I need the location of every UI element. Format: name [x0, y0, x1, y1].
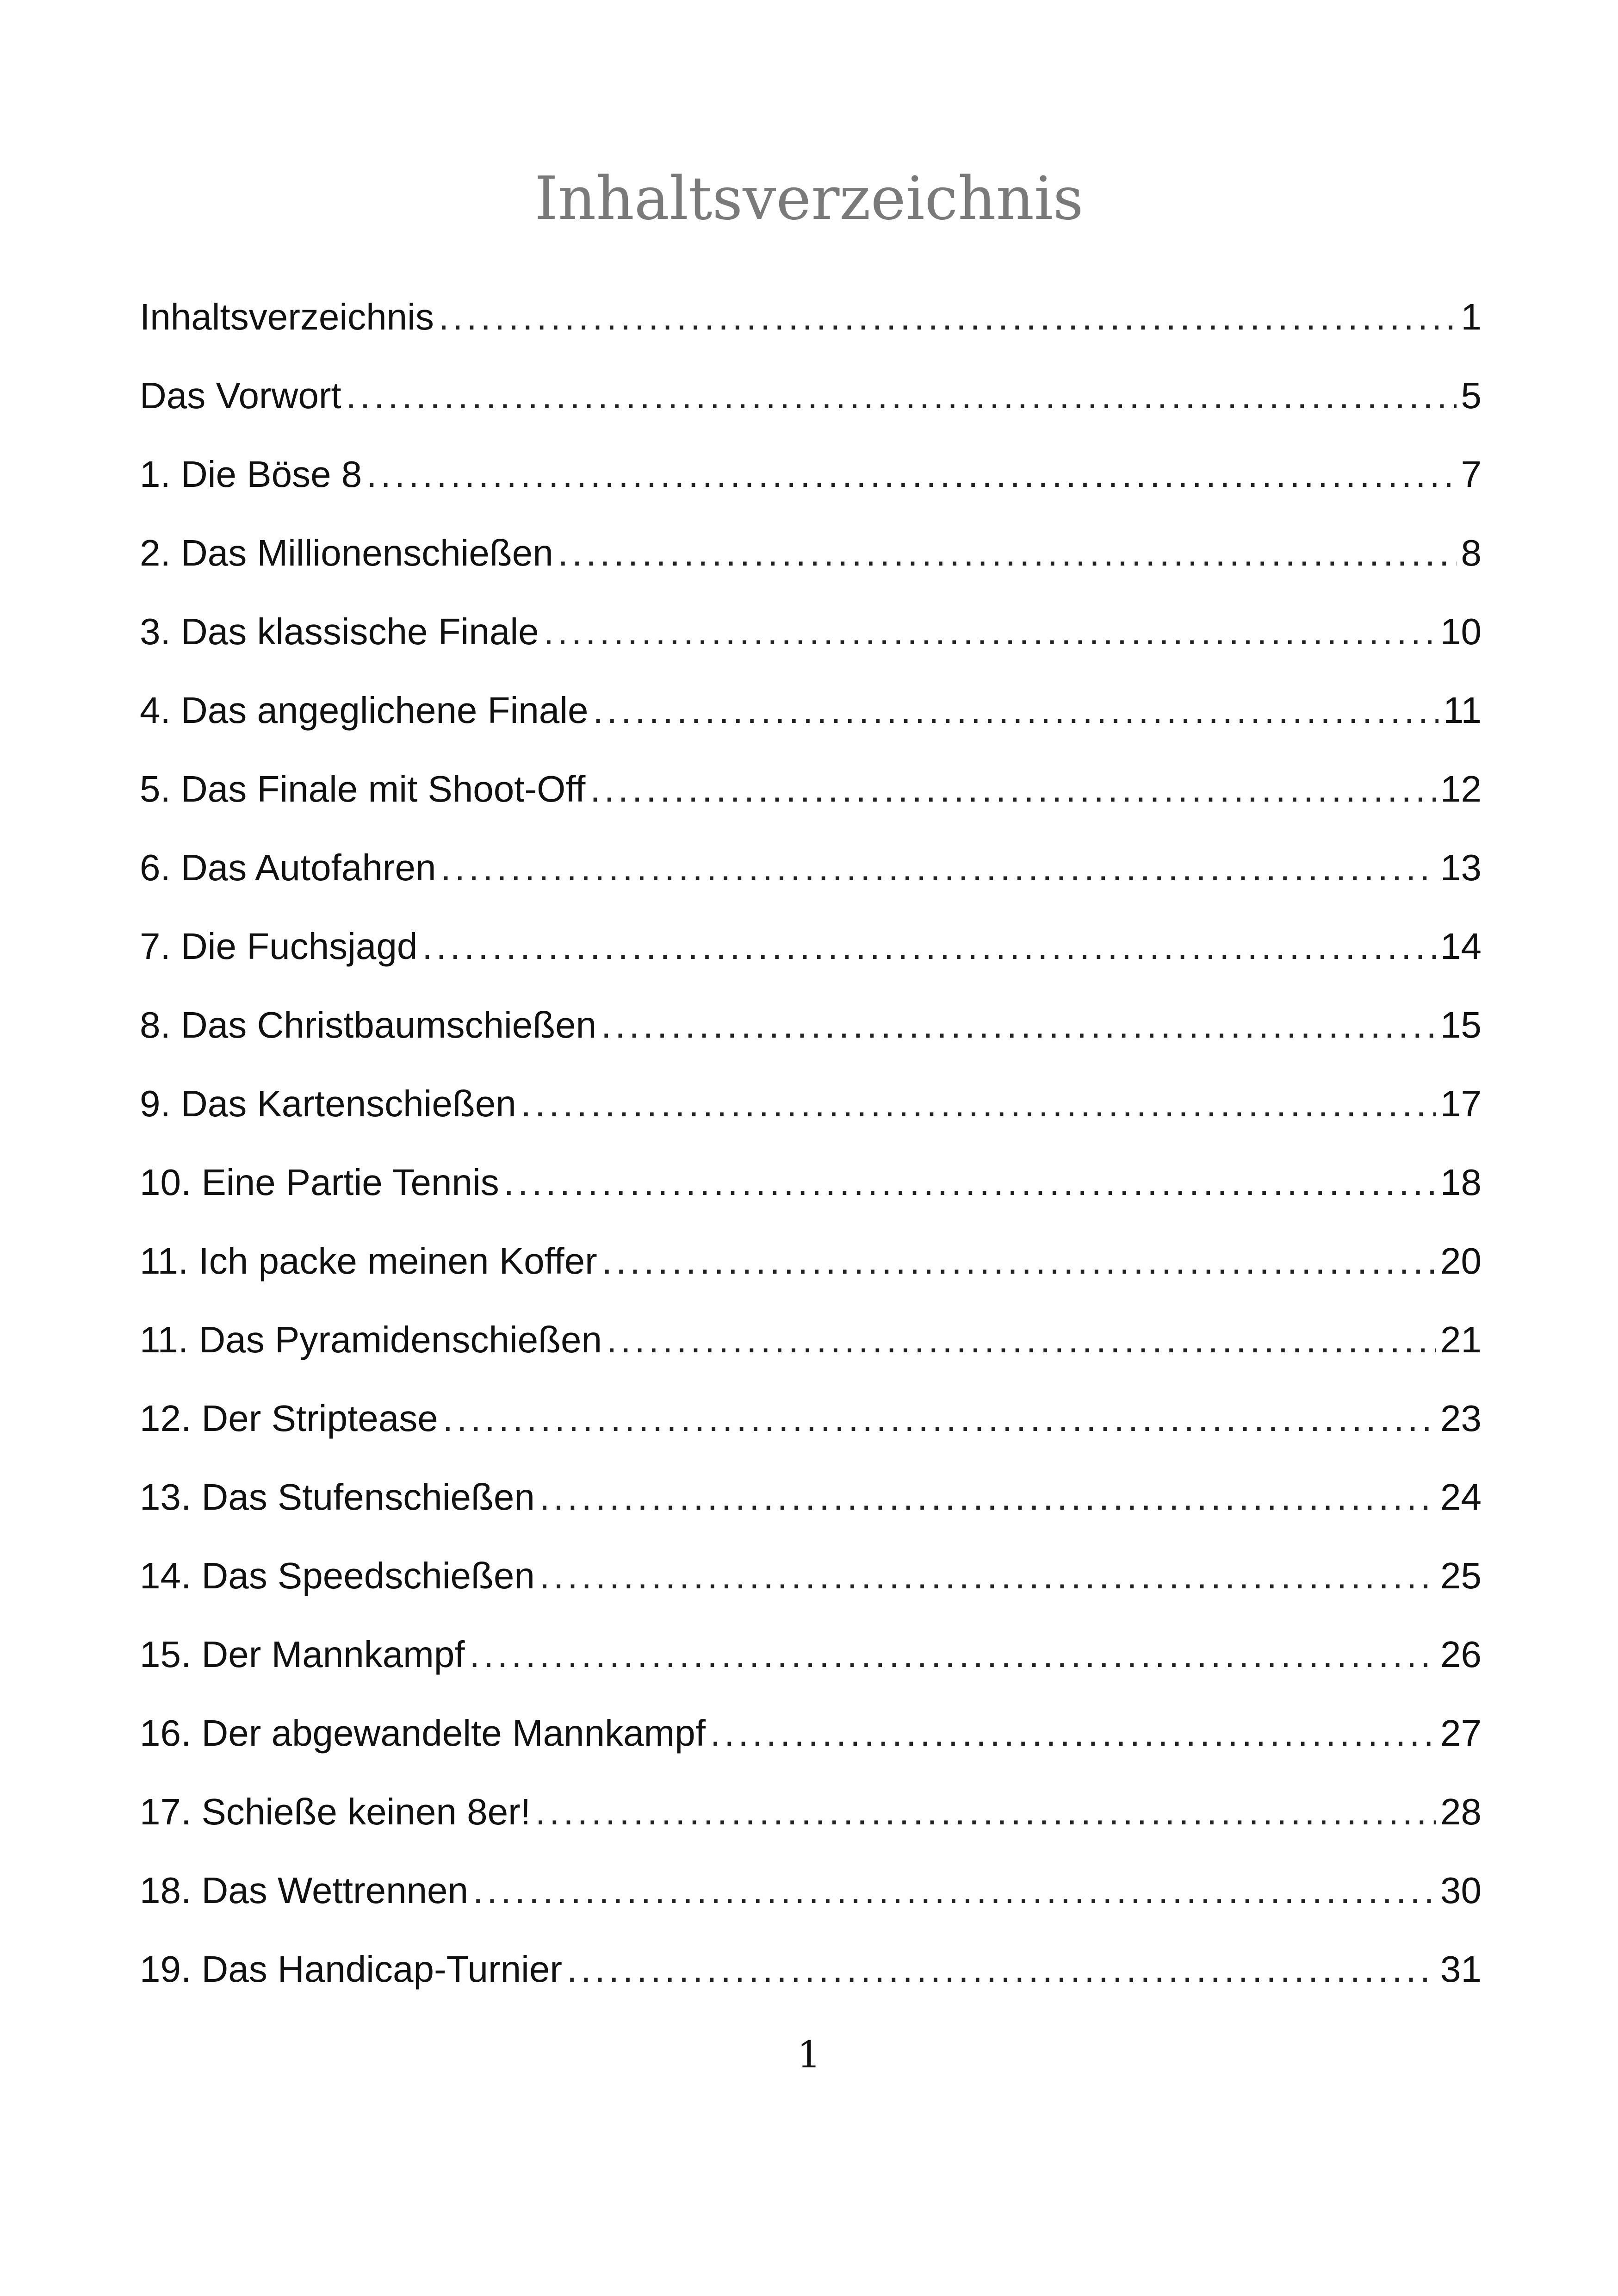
toc-entry[interactable]: [140, 907, 1482, 986]
toc-entry-title: 18. Das Wettrennen: [140, 1870, 469, 1911]
toc-entry-page-number: 27: [1440, 1712, 1482, 1754]
toc-entry-page-number: 5: [1461, 375, 1482, 416]
toc-dot-leader: [539, 1458, 1436, 1537]
toc-entry-page-number: 18: [1440, 1162, 1482, 1203]
toc-entry-title: 14. Das Speedschießen: [140, 1555, 535, 1596]
toc-entry[interactable]: [140, 278, 1482, 356]
toc-entry-title: 11. Ich packe meinen Koffer: [140, 1240, 597, 1282]
toc-entry-page-number: 1: [1461, 296, 1482, 337]
toc-entry-title: 19. Das Handicap-Turnier: [140, 1948, 563, 1990]
toc-dot-leader: [440, 828, 1436, 907]
toc-entry-page-number: 28: [1440, 1791, 1482, 1832]
toc-entry-page-number: 13: [1440, 847, 1482, 888]
toc-entry-title: 1. Die Böse 8: [140, 454, 362, 495]
toc-entry[interactable]: [140, 1379, 1482, 1458]
toc-dot-leader: [439, 278, 1457, 356]
toc-entry-title: 6. Das Autofahren: [140, 847, 436, 888]
toc-entry-title: Das Vorwort: [140, 375, 341, 416]
toc-entry[interactable]: [140, 514, 1482, 592]
toc-entry-page-number: 20: [1440, 1240, 1482, 1282]
toc-entry[interactable]: [140, 750, 1482, 828]
toc-entry-page-number: 14: [1440, 926, 1482, 967]
toc-entry-page-number: 26: [1440, 1634, 1482, 1675]
toc-entry-title: 2. Das Millionenschießen: [140, 532, 553, 573]
toc-dot-leader: [710, 1694, 1436, 1773]
toc-entry-page-number: 31: [1440, 1948, 1482, 1990]
toc-entry-page-number: 15: [1440, 1004, 1482, 1045]
toc-entry-page-number: 10: [1440, 611, 1482, 652]
toc-dot-leader: [443, 1379, 1436, 1458]
toc-dot-leader: [473, 1851, 1436, 1930]
toc-dot-leader: [504, 1143, 1436, 1222]
toc-entry-title: 16. Der abgewandelte Mannkampf: [140, 1712, 706, 1754]
toc-entry-title: 13. Das Stufenschießen: [140, 1476, 535, 1518]
toc-dot-leader: [470, 1615, 1436, 1694]
toc-dot-leader: [558, 514, 1457, 592]
toc-entry-page-number: 11: [1443, 690, 1482, 731]
toc-entry-page-number: 30: [1440, 1870, 1482, 1911]
page-title: Inhaltsverzeichnis: [534, 164, 1084, 233]
toc-entry-title: 3. Das klassische Finale: [140, 611, 539, 652]
toc-entry[interactable]: [140, 1694, 1482, 1773]
toc-dot-leader: [607, 1300, 1436, 1379]
toc-entry-title: 15. Der Mannkampf: [140, 1634, 465, 1675]
toc-entry[interactable]: [140, 1851, 1482, 1930]
toc-entry-title: 8. Das Christbaumschießen: [140, 1004, 597, 1045]
toc-entry-page-number: 21: [1440, 1319, 1482, 1360]
table-of-contents: [140, 278, 1482, 2009]
toc-entry[interactable]: [140, 1458, 1482, 1537]
toc-dot-leader: [539, 1537, 1436, 1615]
toc-entry-title: 11. Das Pyramidenschießen: [140, 1319, 602, 1360]
toc-entry[interactable]: [140, 1537, 1482, 1615]
toc-entry-page-number: 23: [1440, 1398, 1482, 1439]
toc-entry[interactable]: [140, 1615, 1482, 1694]
toc-entry-page-number: 7: [1461, 454, 1482, 495]
toc-dot-leader: [422, 907, 1436, 986]
toc-entry[interactable]: [140, 592, 1482, 671]
toc-entry[interactable]: [140, 435, 1482, 514]
toc-entry-title: 12. Der Striptease: [140, 1398, 438, 1439]
toc-entry[interactable]: [140, 1773, 1482, 1851]
toc-dot-leader: [593, 671, 1438, 750]
toc-entry[interactable]: [140, 1064, 1482, 1143]
toc-dot-leader: [602, 1222, 1436, 1300]
toc-dot-leader: [535, 1773, 1436, 1851]
toc-entry[interactable]: [140, 986, 1482, 1064]
toc-entry[interactable]: [140, 1222, 1482, 1300]
page-number: 1: [797, 2033, 821, 2076]
toc-entry[interactable]: [140, 1300, 1482, 1379]
toc-entry-title: 17. Schieße keinen 8er!: [140, 1791, 531, 1832]
toc-entry[interactable]: [140, 671, 1482, 750]
toc-entry-title: 7. Die Fuchsjagd: [140, 926, 418, 967]
toc-entry-title: 5. Das Finale mit Shoot-Off: [140, 768, 586, 809]
toc-entry[interactable]: [140, 356, 1482, 435]
toc-entry[interactable]: [140, 1930, 1482, 2009]
toc-entry-title: 9. Das Kartenschießen: [140, 1083, 516, 1124]
toc-dot-leader: [601, 986, 1436, 1064]
toc-dot-leader: [346, 356, 1457, 435]
toc-entry-page-number: 8: [1461, 532, 1482, 573]
toc-entry-page-number: 17: [1440, 1083, 1482, 1124]
toc-dot-leader: [366, 435, 1456, 514]
toc-entry-page-number: 12: [1440, 768, 1482, 809]
toc-entry-title: 4. Das angeglichene Finale: [140, 690, 589, 731]
toc-entry[interactable]: [140, 1143, 1482, 1222]
toc-dot-leader: [521, 1064, 1436, 1143]
toc-dot-leader: [567, 1930, 1436, 2009]
toc-dot-leader: [590, 750, 1436, 828]
toc-entry-title: Inhaltsverzeichnis: [140, 296, 434, 337]
toc-dot-leader: [544, 592, 1436, 671]
toc-entry[interactable]: [140, 828, 1482, 907]
toc-entry-title: 10. Eine Partie Tennis: [140, 1162, 499, 1203]
toc-entry-page-number: 25: [1440, 1555, 1482, 1596]
toc-entry-page-number: 24: [1440, 1476, 1482, 1518]
